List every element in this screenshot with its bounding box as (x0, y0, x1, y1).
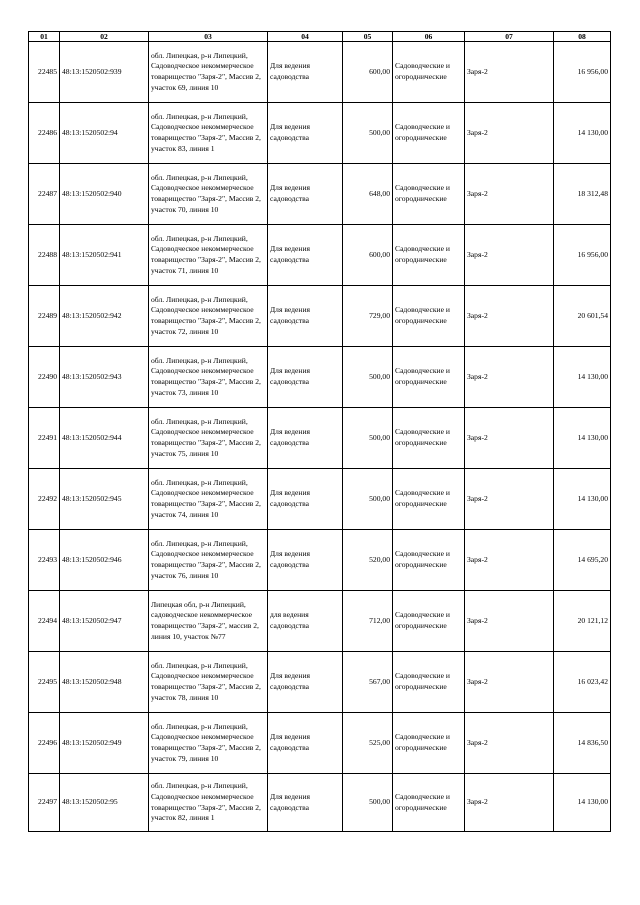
cadastral-value: 14 130,00 (554, 347, 611, 408)
table-header (29, 32, 611, 42)
cadastral-value: 14 695,20 (554, 530, 611, 591)
permitted-use: Для ведения садоводства (268, 713, 343, 774)
land-category: Садоводческие и огороднические (393, 347, 465, 408)
land-category: Садоводческие и огороднические (393, 774, 465, 832)
cadastral-value: 14 836,50 (554, 713, 611, 774)
permitted-use: Для ведения садоводства (268, 530, 343, 591)
zone-name: Заря-2 (465, 286, 554, 347)
address-cell (149, 103, 268, 164)
table-row (29, 42, 611, 103)
land-category: Садоводческие и огороднические (393, 469, 465, 530)
table-row (29, 408, 611, 469)
address-cell (149, 225, 268, 286)
row-number: 22495 (29, 652, 60, 713)
address-cell (149, 713, 268, 774)
cadastral-value: 16 956,00 (554, 42, 611, 103)
area-value: 500,00 (343, 408, 393, 469)
zone-name: Заря-2 (465, 469, 554, 530)
header-cell-07: 07 (465, 32, 554, 42)
cadastral-number: 48:13:1520502:947 (60, 591, 149, 652)
table-body (29, 42, 611, 832)
address-cell (149, 652, 268, 713)
permitted-use: Для ведения садоводства (268, 774, 343, 832)
zone-name: Заря-2 (465, 347, 554, 408)
land-category: Садоводческие и огороднические (393, 530, 465, 591)
row-number: 22491 (29, 408, 60, 469)
zone-name: Заря-2 (465, 530, 554, 591)
area-value: 600,00 (343, 225, 393, 286)
table-row (29, 713, 611, 774)
header-cell-08: 08 (554, 32, 611, 42)
cadastral-number: 48:13:1520502:940 (60, 164, 149, 225)
address-cell (149, 469, 268, 530)
area-value: 525,00 (343, 713, 393, 774)
permitted-use: Для ведения садоводства (268, 164, 343, 225)
land-category: Садоводческие и огороднические (393, 408, 465, 469)
address-cell (149, 42, 268, 103)
area-value: 500,00 (343, 103, 393, 164)
permitted-use: Для ведения садоводства (268, 469, 343, 530)
address-text: обл. Липецкая, р-н Липецкий, Садоводческое некоммерческое товарищество "Заря-2", Массив 2, участок 78, линия 10 (151, 660, 261, 702)
cadastral-value: 18 312,48 (554, 164, 611, 225)
table-row (29, 225, 611, 286)
permitted-use: Для ведения садоводства (268, 652, 343, 713)
address-text: обл. Липецкая, р-н Липецкий, Садоводческое некоммерческое товарищество "Заря-2", Массив 2, участок 70, линия 10 (151, 172, 261, 214)
zone-name: Заря-2 (465, 42, 554, 103)
row-number: 22497 (29, 774, 60, 832)
address-cell (149, 530, 268, 591)
area-value: 712,00 (343, 591, 393, 652)
table-row (29, 103, 611, 164)
address-text: обл. Липецкая, р-н Липецкий, Садоводческое некоммерческое товарищество "Заря-2", Массив 2, участок 79, линия 10 (151, 721, 261, 763)
address-cell (149, 774, 268, 832)
row-number: 22487 (29, 164, 60, 225)
address-cell (149, 408, 268, 469)
area-value: 500,00 (343, 774, 393, 832)
row-number: 22486 (29, 103, 60, 164)
permitted-use: Для ведения садоводства (268, 286, 343, 347)
zone-name: Заря-2 (465, 103, 554, 164)
cadastral-value: 14 130,00 (554, 469, 611, 530)
land-category: Садоводческие и огороднические (393, 164, 465, 225)
cadastral-value: 16 023,42 (554, 652, 611, 713)
address-cell (149, 347, 268, 408)
area-value: 567,00 (343, 652, 393, 713)
cadastral-number: 48:13:1520502:946 (60, 530, 149, 591)
permitted-use: Для ведения садоводства (268, 225, 343, 286)
area-value: 500,00 (343, 469, 393, 530)
cadastral-value: 20 601,54 (554, 286, 611, 347)
row-number: 22494 (29, 591, 60, 652)
area-value: 500,00 (343, 347, 393, 408)
cadastral-value: 16 956,00 (554, 225, 611, 286)
zone-name: Заря-2 (465, 225, 554, 286)
cadastral-number: 48:13:1520502:942 (60, 286, 149, 347)
table-row (29, 530, 611, 591)
table-row (29, 164, 611, 225)
table-row (29, 286, 611, 347)
row-number: 22488 (29, 225, 60, 286)
address-text: обл. Липецкая, р-н Липецкий, Садоводческое некоммерческое товарищество "Заря-2", Массив 2, участок 83, линия 1 (151, 111, 261, 153)
row-number: 22493 (29, 530, 60, 591)
header-cell-01: 01 (29, 32, 60, 42)
permitted-use: Для ведения садоводства (268, 42, 343, 103)
cadastral-number: 48:13:1520502:943 (60, 347, 149, 408)
zone-name: Заря-2 (465, 713, 554, 774)
header-cell-02: 02 (60, 32, 149, 42)
header-row (29, 32, 611, 42)
area-value: 729,00 (343, 286, 393, 347)
cadastral-number: 48:13:1520502:95 (60, 774, 149, 832)
permitted-use: Для ведения садоводства (268, 408, 343, 469)
area-value: 520,00 (343, 530, 393, 591)
registry-table (28, 31, 611, 832)
cadastral-value: 14 130,00 (554, 408, 611, 469)
land-category: Садоводческие и огороднические (393, 225, 465, 286)
land-category: Садоводческие и огороднические (393, 713, 465, 774)
area-value: 600,00 (343, 42, 393, 103)
land-category: Садоводческие и огороднические (393, 42, 465, 103)
address-text: обл. Липецкая, р-н Липецкий, Садоводческое некоммерческое товарищество "Заря-2", Массив 2, участок 75, линия 10 (151, 416, 261, 458)
address-text: обл. Липецкая, р-н Липецкий, Садоводческое некоммерческое товарищество "Заря-2", Массив 2, участок 76, линия 10 (151, 538, 261, 580)
permitted-use: Для ведения садоводства (268, 103, 343, 164)
address-text: Липецкая обл, р-н Липецкий, садоводческое некоммерческое товарищество "Заря-2", массив 2, линия 10, участок №77 (151, 599, 259, 641)
address-text: обл. Липецкая, р-н Липецкий, Садоводческое некоммерческое товарищество "Заря-2", Массив 2, участок 73, линия 10 (151, 355, 261, 397)
address-text: обл. Липецкая, р-н Липецкий, Садоводческое некоммерческое товарищество "Заря-2", Массив 2, участок 71, линия 10 (151, 233, 261, 275)
cadastral-number: 48:13:1520502:945 (60, 469, 149, 530)
cadastral-number: 48:13:1520502:941 (60, 225, 149, 286)
cadastral-value: 20 121,12 (554, 591, 611, 652)
cadastral-number: 48:13:1520502:944 (60, 408, 149, 469)
cadastral-value: 14 130,00 (554, 103, 611, 164)
address-text: обл. Липецкая, р-н Липецкий, Садоводческое некоммерческое товарищество "Заря-2", Массив 2, участок 69, линия 10 (151, 50, 261, 92)
zone-name: Заря-2 (465, 164, 554, 225)
permitted-use: Для ведения садоводства (268, 347, 343, 408)
address-text: обл. Липецкая, р-н Липецкий, Садоводческое некоммерческое товарищество "Заря-2", Массив 2, участок 74, линия 10 (151, 477, 261, 519)
table-row (29, 774, 611, 832)
cadastral-number: 48:13:1520502:949 (60, 713, 149, 774)
header-cell-03: 03 (149, 32, 268, 42)
zone-name: Заря-2 (465, 774, 554, 832)
cadastral-number: 48:13:1520502:939 (60, 42, 149, 103)
cadastral-number: 48:13:1520502:94 (60, 103, 149, 164)
land-category: Садоводческие и огороднические (393, 591, 465, 652)
cadastral-value: 14 130,00 (554, 774, 611, 832)
row-number: 22485 (29, 42, 60, 103)
header-cell-04: 04 (268, 32, 343, 42)
zone-name: Заря-2 (465, 408, 554, 469)
land-category: Садоводческие и огороднические (393, 652, 465, 713)
address-text: обл. Липецкая, р-н Липецкий, Садоводческое некоммерческое товарищество "Заря-2", Массив 2, участок 82, линия 1 (151, 781, 261, 823)
row-number: 22490 (29, 347, 60, 408)
table-row (29, 469, 611, 530)
header-cell-05: 05 (343, 32, 393, 42)
address-cell (149, 286, 268, 347)
table-row (29, 652, 611, 713)
row-number: 22489 (29, 286, 60, 347)
cadastral-number: 48:13:1520502:948 (60, 652, 149, 713)
zone-name: Заря-2 (465, 652, 554, 713)
permitted-use: для ведения садоводства (268, 591, 343, 652)
row-number: 22492 (29, 469, 60, 530)
land-category: Садоводческие и огороднические (393, 286, 465, 347)
table-row (29, 347, 611, 408)
zone-name: Заря-2 (465, 591, 554, 652)
row-number: 22496 (29, 713, 60, 774)
land-category: Садоводческие и огороднические (393, 103, 465, 164)
header-cell-06: 06 (393, 32, 465, 42)
address-cell (149, 591, 268, 652)
address-cell (149, 164, 268, 225)
area-value: 648,00 (343, 164, 393, 225)
table-row (29, 591, 611, 652)
address-text: обл. Липецкая, р-н Липецкий, Садоводческое некоммерческое товарищество "Заря-2", Массив 2, участок 72, линия 10 (151, 294, 261, 336)
